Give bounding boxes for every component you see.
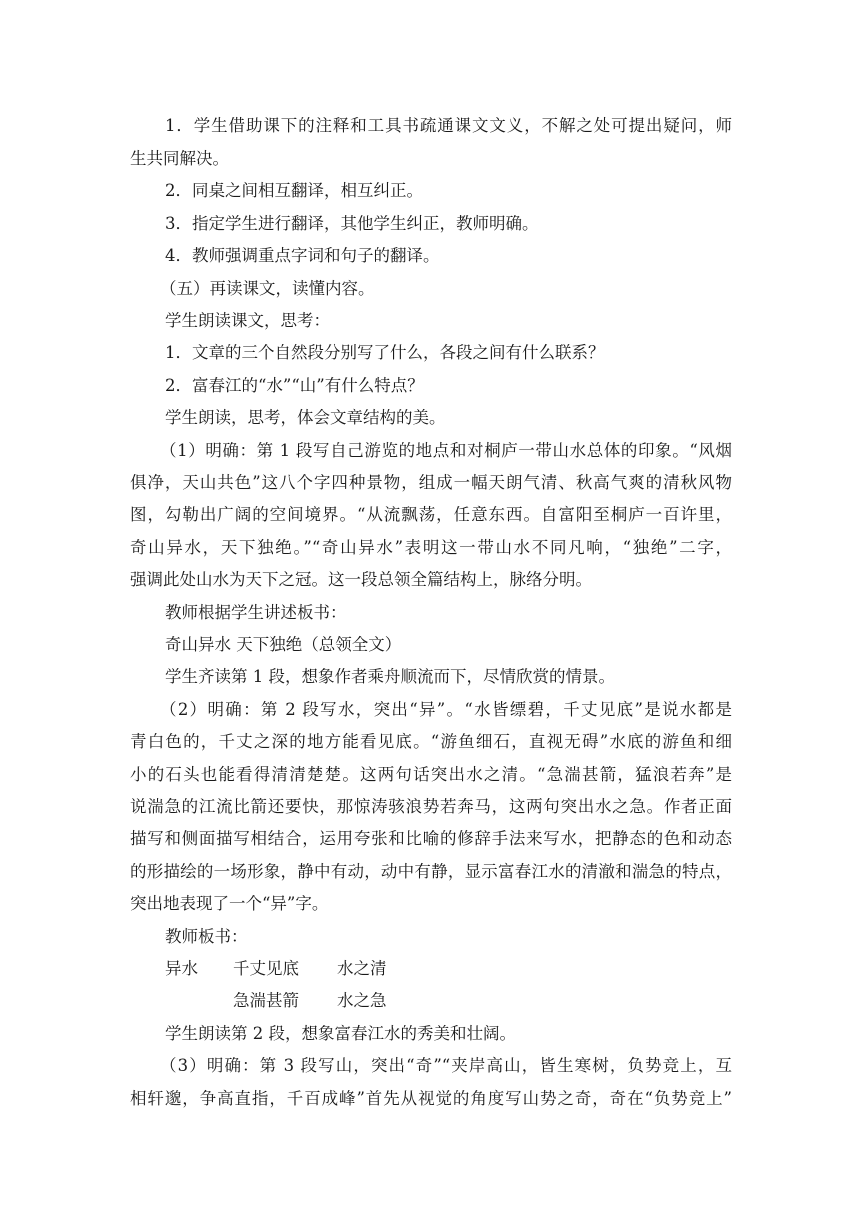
board-cell: 异水 bbox=[165, 959, 198, 978]
para-line: 1．学生借助课下的注释和工具书疏通课文文义，不解之处可提出疑问，师 bbox=[165, 116, 732, 135]
board-cell: 水之清 bbox=[337, 959, 387, 978]
section-heading: （五）再读课文，读懂内容。 bbox=[160, 279, 375, 298]
para-line: 生共同解决。 bbox=[130, 149, 229, 168]
para-line: 的形描绘的一场形象，静中有动，动中有静，显示富春江水的清澈和湍急的特点， bbox=[130, 862, 732, 881]
para-line: 描写和侧面描写相结合，运用夸张和比喻的修辞手法来写水，把静态的色和动态 bbox=[130, 829, 732, 848]
para-line: 俱净，天山共色”这八个字四种景物，组成一幅天朗气清、秋高气爽的清秋风物 bbox=[130, 473, 732, 492]
board-cell: 水之急 bbox=[337, 991, 387, 1010]
para-line: 说湍急的江流比箭还要快，那惊涛骇浪势若奔马，这两句突出水之急。作者正面 bbox=[130, 797, 732, 816]
para-line: 学生朗读第 2 段，想象富春江水的秀美和壮阔。 bbox=[165, 1024, 516, 1043]
para-line: 强调此处山水为天下之冠。这一段总领全篇结构上，脉络分明。 bbox=[130, 570, 592, 589]
para-line: 奇山异水，天下独绝。”“奇山异水”表明这一带山水不同凡响，“独绝”二字， bbox=[130, 538, 732, 557]
para-line: 学生朗读，思考，体会文章结构的美。 bbox=[165, 408, 446, 427]
para-line: （2）明确：第 2 段写水，突出“异”。“水皆缥碧，千丈见底”是说水都是 bbox=[160, 700, 732, 719]
para-line: 小的石头也能看得清清楚楚。这两句话突出水之清。“急湍甚箭，猛浪若奔”是 bbox=[130, 765, 732, 784]
para-line: 教师根据学生讲述板书： bbox=[165, 603, 347, 622]
para-line: 相轩邈，争高直指，千百成峰”首先从视觉的角度写山势之奇，奇在“负势竞上” bbox=[130, 1089, 732, 1108]
para-line: 图，勾勒出广阔的空间境界。“从流飘荡，任意东西。自富阳至桐庐一百许里， bbox=[130, 505, 732, 524]
para-line: 教师板书： bbox=[165, 927, 248, 946]
para-line: 2．同桌之间相互翻译，相互纠正。 bbox=[165, 181, 423, 200]
para-line: （3）明确：第 3 段写山，突出“奇”“夹岸高山，皆生寒树，负势竞上，互 bbox=[160, 1056, 732, 1075]
para-line: 4．教师强调重点字词和句子的翻译。 bbox=[165, 246, 440, 265]
para-line: 学生齐读第 1 段，想象作者乘舟顺流而下，尽情欣赏的情景。 bbox=[165, 667, 615, 686]
para-line: 学生朗读课文，思考： bbox=[165, 311, 330, 330]
board-line: 奇山异水 天下独绝（总领全文） bbox=[165, 635, 402, 654]
para-line: 突出地表现了一个“异”字。 bbox=[130, 894, 329, 913]
para-line: （1）明确：第 1 段写自己游览的地点和对桐庐一带山水总体的印象。“风烟 bbox=[160, 441, 732, 460]
board-cell: 急湍甚箭 bbox=[233, 991, 299, 1010]
board-cell: 千丈见底 bbox=[233, 959, 299, 978]
para-line: 2．富春江的“水”“山”有什么特点？ bbox=[165, 376, 424, 395]
para-line: 青白色的，千丈之深的地方能看见底。“游鱼细石，直视无碍”水底的游鱼和细 bbox=[130, 732, 732, 751]
para-line: 3．指定学生进行翻译，其他学生纠正，教师明确。 bbox=[165, 214, 539, 233]
para-line: 1．文章的三个自然段分别写了什么，各段之间有什么联系？ bbox=[165, 343, 605, 362]
